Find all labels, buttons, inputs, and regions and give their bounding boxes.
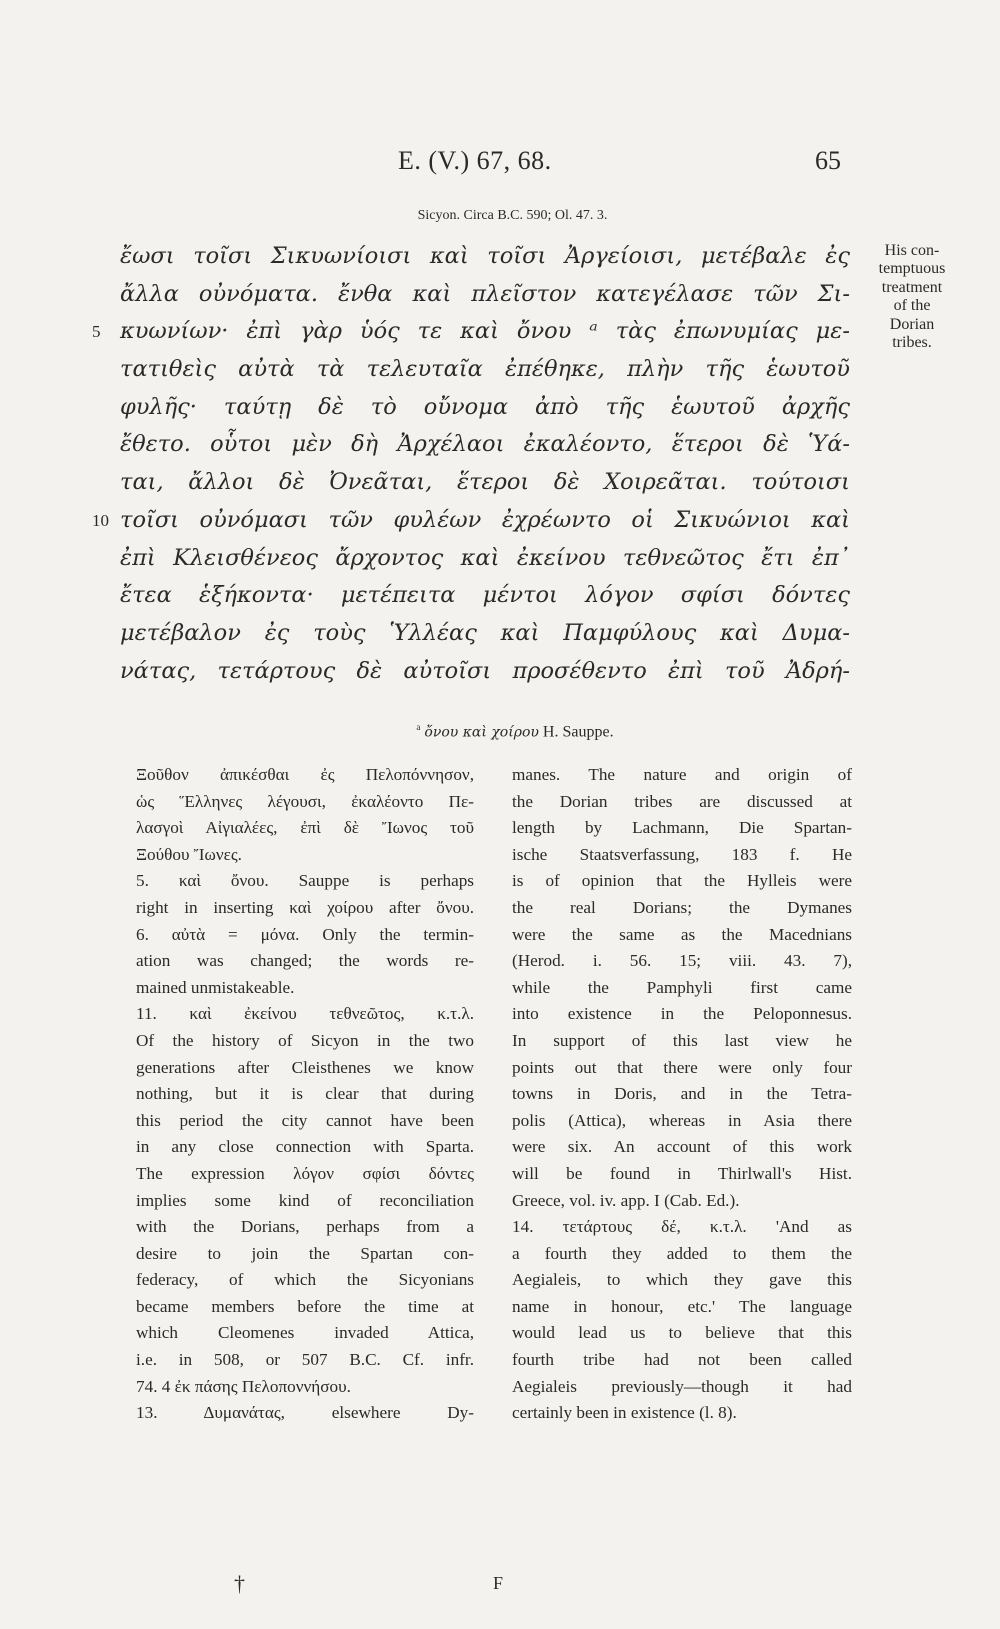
- commentary-line: Ξούθου Ἴωνες.: [136, 844, 242, 864]
- commentary-line: generations after Cleisthenes we know: [136, 1057, 474, 1077]
- commentary-line: The expression λόγον σφίσι δόντες: [136, 1163, 474, 1183]
- commentary-line: λασγοὶ Αἰγιαλέες, ἐπὶ δὲ Ἴωνος τοῦ: [136, 818, 474, 838]
- commentary-line: ὡς Ἕλληνες λέγουσι, ἐκαλέοντο Πε-: [136, 791, 474, 811]
- commentary-line: with the Dorians, perhaps from a: [136, 1217, 474, 1237]
- commentary-line: the real Dorians; the Dymanes: [512, 897, 852, 917]
- greek-line-text: ἄλλα οὐνόματα. ἔνθα καὶ πλεῖστον κατεγέλασε τῶν Σι-: [120, 280, 850, 307]
- commentary-line: Aegialeis, to which they gave this: [512, 1270, 852, 1290]
- commentary-line: this period the city cannot have been: [136, 1110, 474, 1130]
- commentary-line: In support of this last view he: [512, 1030, 852, 1050]
- commentary-line: is of opinion that the Hylleis were: [512, 871, 852, 891]
- margin-note-line: temptuous: [878, 260, 946, 278]
- margin-note-line: tribes.: [892, 334, 932, 352]
- apparatus-mark: a: [416, 722, 421, 732]
- greek-line: [120, 540, 850, 578]
- commentary-line: towns in Doris, and in the Tetra-: [512, 1084, 852, 1104]
- commentary-line: length by Lachmann, Die Spartan-: [512, 818, 852, 838]
- greek-line-text: μετέβαλον ἐς τοὺς Ὑλλέας καὶ Παμφύλους καὶ Δυμα-: [120, 619, 850, 646]
- greek-line-text: κυωνίων· ἐπὶ γὰρ ὑός τε καὶ ὄνου ᵃ τὰς ἐπωνυμίας με-: [120, 318, 850, 345]
- greek-line-text: τοῖσι οὐνόμασι τῶν φυλέων ἐχρέωντο οἱ Σικυώνιοι καὶ: [120, 506, 850, 533]
- commentary-line: 13. Δυμανάτας, elsewhere Dy-: [136, 1403, 474, 1423]
- greek-line: [120, 653, 850, 691]
- greek-main-text: [92, 238, 850, 690]
- greek-line-text: ἔθετο. οὗτοι μὲν δὴ Ἀρχέλαοι ἐκαλέοντο, ἕτεροι δὲ Ὑά-: [120, 431, 850, 458]
- commentary-line: ische Staatsverfassung, 183 f. He: [512, 844, 852, 864]
- margin-note-line: Dorian: [889, 315, 935, 333]
- commentary-line: nothing, but it is clear that during: [136, 1084, 474, 1104]
- commentary-line: implies some kind of reconciliation: [136, 1190, 474, 1210]
- greek-line-text: ται, ἄλλοι δὲ Ὀνεᾶται, ἕτεροι δὲ Χοιρεᾶται. τούτοισι: [120, 469, 850, 496]
- commentary-line: 11. καὶ ἐκείνου τεθνεῶτος, κ.τ.λ.: [136, 1004, 474, 1024]
- greek-line-text: ἔτεα ἑξήκοντα· μετέπειτα μέντοι λόγον σφίσι δόντες: [120, 582, 850, 609]
- commentary-line: Aegialeis previously—though it had: [512, 1376, 852, 1396]
- apparatus-criticus: [0, 722, 1000, 741]
- commentary-line: mained unmistakeable.: [136, 977, 295, 997]
- commentary-line: polis (Attica), whereas in Asia there: [512, 1110, 852, 1130]
- commentary-line: were six. An account of this work: [512, 1137, 852, 1157]
- commentary-line: Greece, vol. iv. app. I (Cab. Ed.).: [512, 1190, 740, 1210]
- greek-line-text: νάτας, τετάρτους δὲ αὐτοῖσι προσέθεντο ἐπὶ τοῦ Ἀδρή-: [120, 657, 850, 684]
- greek-line: [120, 615, 850, 653]
- commentary-line: became members before the time at: [136, 1296, 474, 1316]
- commentary-line: points out that there were only four: [512, 1057, 852, 1077]
- greek-line-text: τατιθεὶς αὐτὰ τὰ τελευταῖα ἐπέθηκε, πλὴν τῆς ἑωυτοῦ: [120, 356, 850, 383]
- commentary-line: desire to join the Spartan con-: [136, 1243, 474, 1263]
- commentary-line: into existence in the Peloponnesus.: [512, 1004, 852, 1024]
- commentary-line: name in honour, etc.' The language: [512, 1296, 852, 1316]
- apparatus-text: H. Sauppe.: [542, 723, 614, 741]
- commentary-line: fourth tribe had not been called: [512, 1350, 852, 1370]
- commentary-line: i.e. in 508, or 507 B.C. Cf. infr.: [136, 1350, 474, 1370]
- signature-mark: F: [493, 1573, 504, 1593]
- margin-note-line: of the: [893, 297, 931, 315]
- margin-note-line: treatment: [881, 278, 943, 296]
- greek-line: [120, 351, 850, 389]
- commentary-line: would lead us to believe that this: [512, 1323, 852, 1343]
- commentary-line: manes. The nature and origin of: [512, 765, 852, 784]
- commentary-right-column: [512, 762, 852, 1427]
- running-title: E. (V.) 67, 68.: [398, 146, 552, 175]
- greek-line: [120, 389, 850, 427]
- commentary-line: Ξοῦθον ἀπικέσθαι ἐς Πελοπόννησον,: [136, 765, 474, 784]
- greek-line-text: ἐπὶ Κλεισθένεος ἄρχοντος καὶ ἐκείνου τεθνεῶτος ἔτι ἐπ᾽: [120, 544, 850, 571]
- commentary-line: (Herod. i. 56. 15; viii. 43. 7),: [512, 951, 852, 971]
- greek-line: [120, 464, 850, 502]
- commentary-line: federacy, of which the Sicyonians: [136, 1270, 474, 1290]
- commentary-line: right in inserting καὶ χοίρου after ὄνου.: [136, 897, 474, 917]
- commentary-line: Of the history of Sicyon in the two: [136, 1030, 474, 1050]
- margin-note-line: His con-: [884, 242, 940, 259]
- greek-line: [120, 276, 850, 314]
- section-subheader: Sicyon. Circa B.C. 590; Ol. 47. 3.: [417, 208, 608, 223]
- greek-line: [120, 238, 850, 276]
- commentary-line: which Cleomenes invaded Attica,: [136, 1323, 474, 1343]
- commentary-line: certainly been in existence (l. 8).: [512, 1403, 737, 1423]
- margin-note: [858, 242, 966, 352]
- greek-line-text: ἔωσι τοῖσι Σικυωνίοισι καὶ τοῖσι Ἀργείοισι, μετέβαλε ἐς: [120, 243, 850, 269]
- commentary-line: 6. αὐτὰ = μόνα. Only the termin-: [136, 924, 474, 944]
- line-number: 5: [92, 322, 101, 342]
- commentary-line: were the same as the Macednians: [512, 924, 852, 944]
- commentary-line: the Dorian tribes are discussed at: [512, 791, 852, 811]
- commentary-line: 5. καὶ ὄνου. Sauppe is perhaps: [136, 871, 474, 891]
- greek-line: [120, 577, 850, 615]
- page-number: 65: [815, 146, 841, 175]
- commentary-line: will be found in Thirlwall's Hist.: [512, 1163, 852, 1183]
- commentary-line: in any close connection with Sparta.: [136, 1137, 474, 1157]
- greek-line-text: φυλῆς· ταύτῃ δὲ τὸ οὔνομα ἀπὸ τῆς ἑωυτοῦ ἀρχῆς: [120, 393, 850, 420]
- commentary-line: 14. τετάρτους δέ, κ.τ.λ. 'And as: [512, 1217, 852, 1237]
- commentary-line: while the Pamphyli first came: [512, 977, 852, 997]
- commentary-line: a fourth they added to them the: [512, 1243, 852, 1263]
- greek-line: [92, 313, 850, 351]
- commentary-line: ation was changed; the words re-: [136, 951, 474, 971]
- apparatus-greek: ὄνου καὶ χοίρου: [424, 724, 539, 741]
- greek-line: [120, 426, 850, 464]
- greek-line: [92, 502, 850, 540]
- commentary-left-column: [136, 762, 474, 1427]
- footer-dagger: †: [234, 1571, 245, 1596]
- running-header: [0, 146, 1000, 186]
- commentary-line: 74. 4 ἐκ πάσης Πελοποννήσου.: [136, 1376, 351, 1396]
- line-number: 10: [92, 510, 109, 530]
